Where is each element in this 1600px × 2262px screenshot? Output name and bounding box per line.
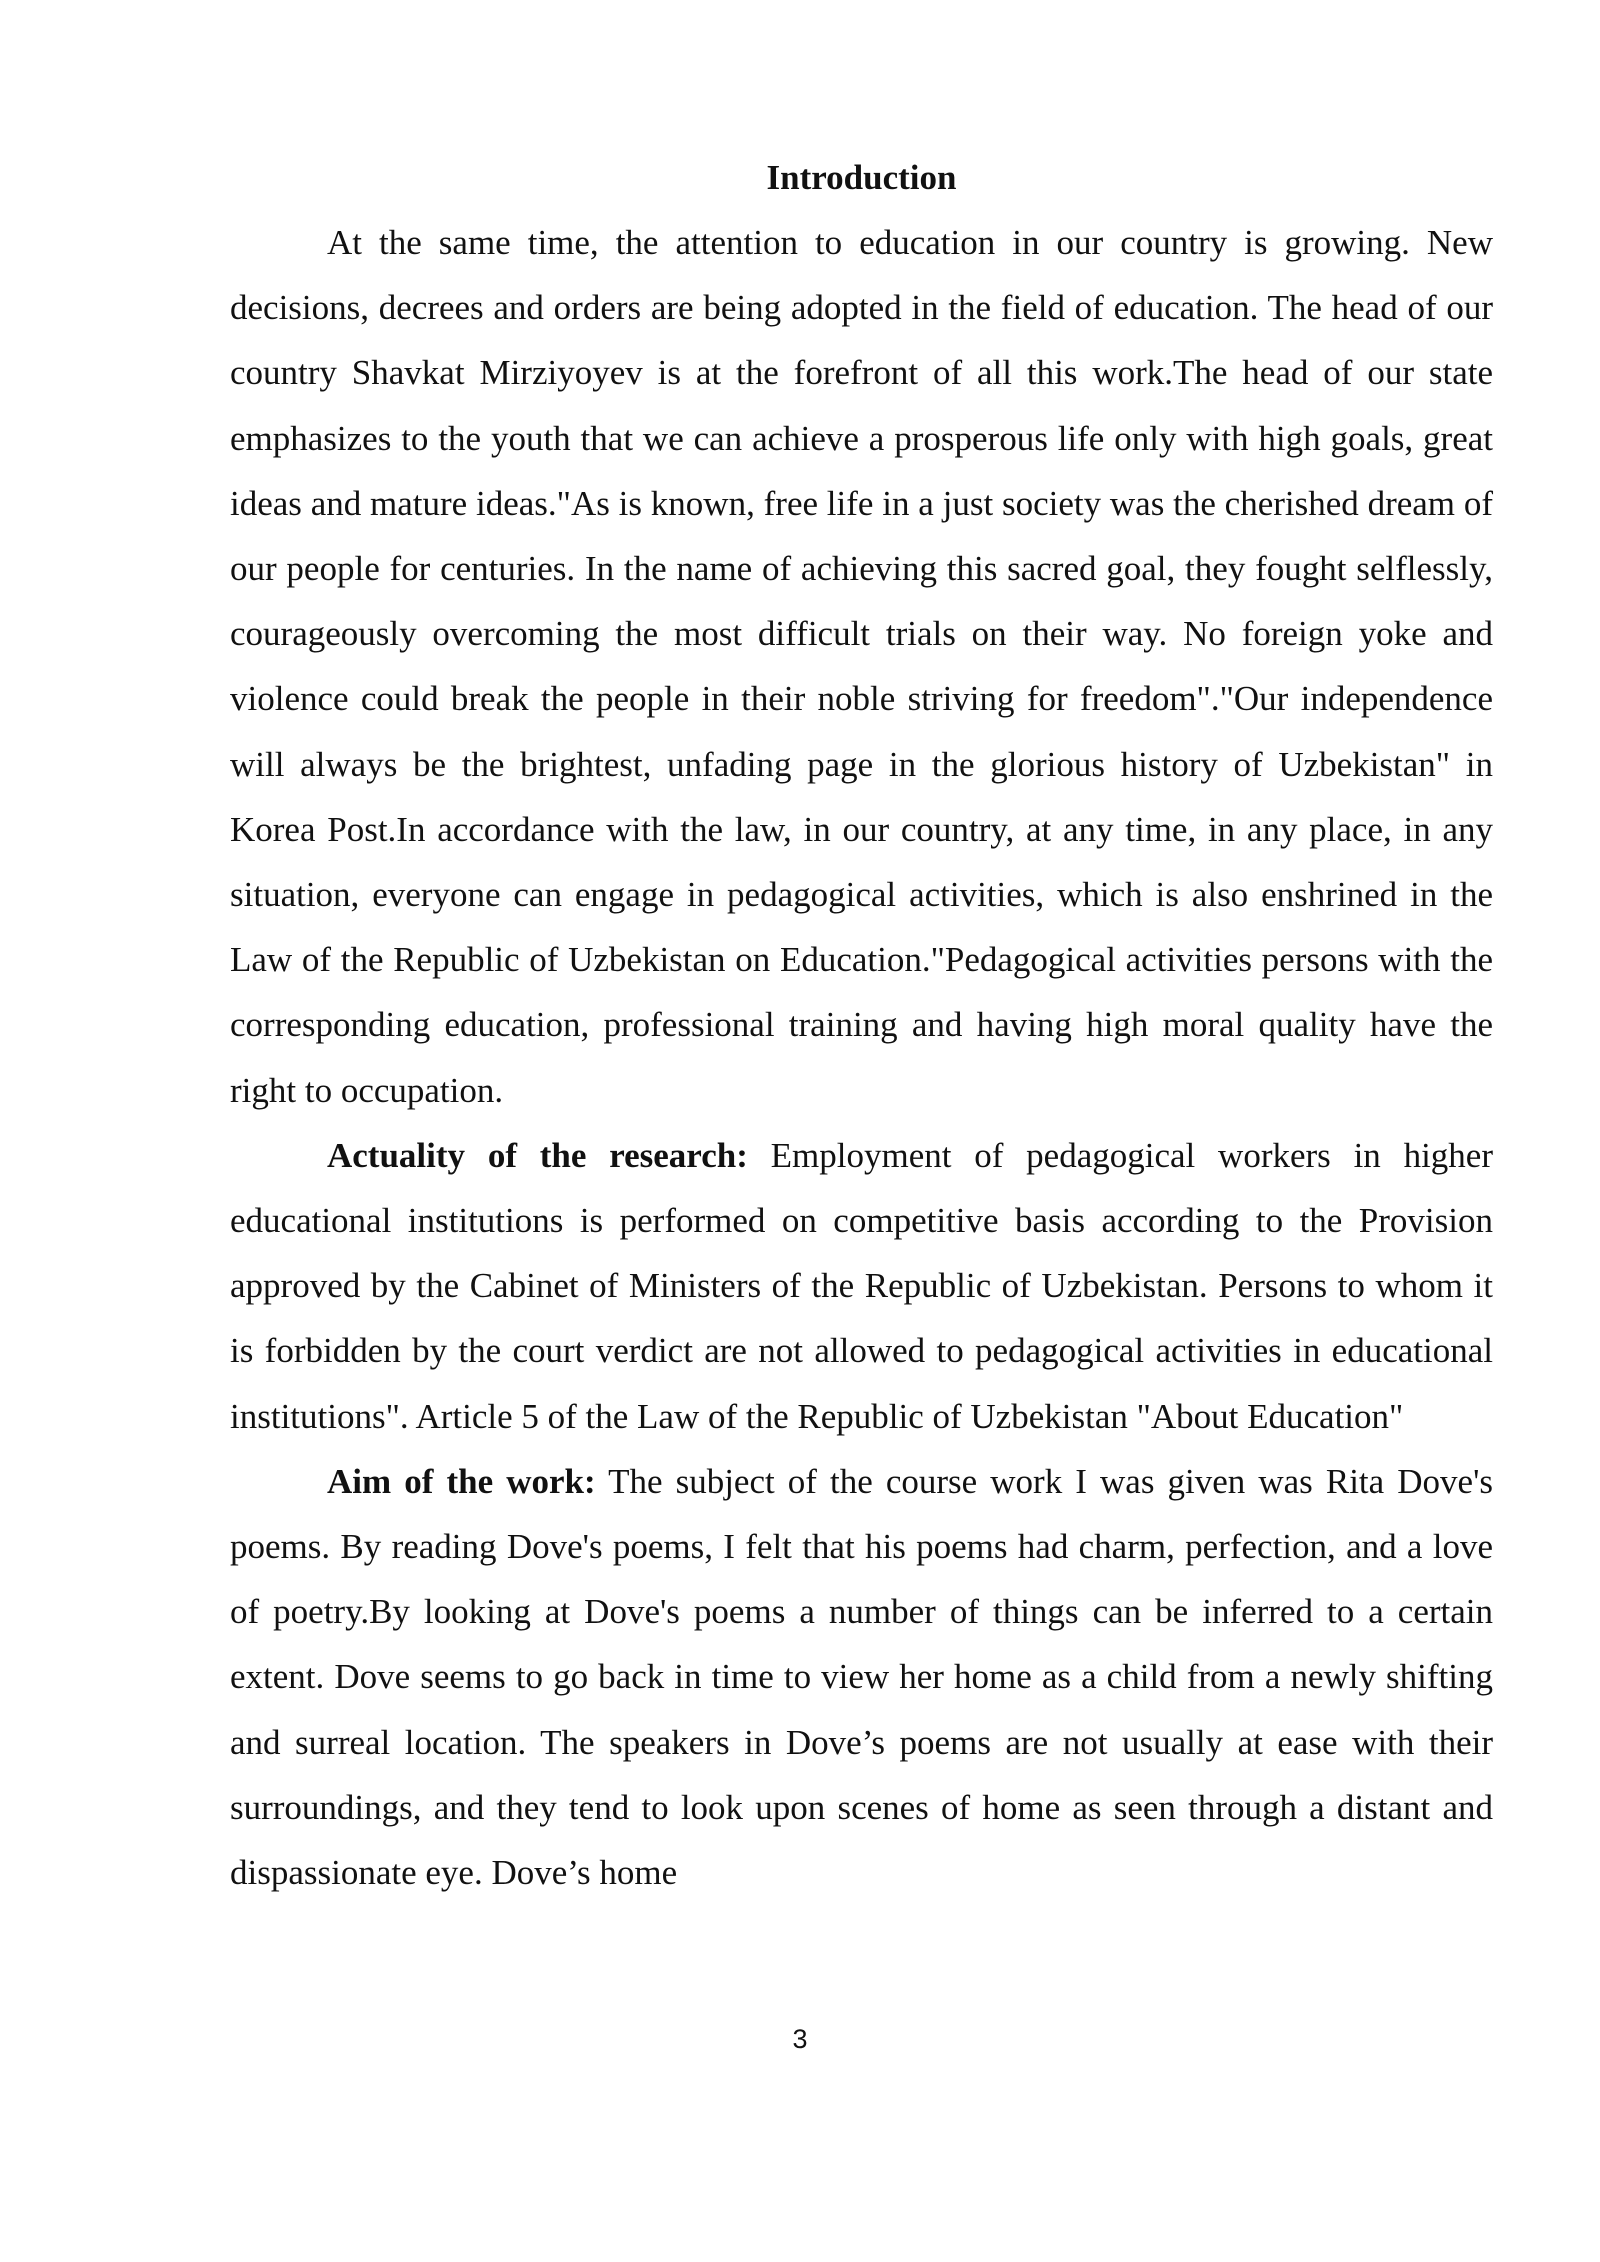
- page-content: [230, 145, 1493, 1905]
- paragraph-lead: Actuality of the research:: [327, 1135, 748, 1175]
- page-number: 3: [792, 2024, 808, 2054]
- paragraph-aim: [230, 1449, 1493, 1905]
- paragraph-introduction: [230, 210, 1493, 1123]
- section-title: Introduction: [766, 158, 957, 197]
- paragraph-actuality: [230, 1123, 1493, 1449]
- paragraph-text: At the same time, the attention to education in our country is growing. New decisions, decrees and orders are being adopted in the field of education. The head of our country Shavkat Mirziyoyev is at the forefront of all this work.The head of our state emphasizes to the youth that we can achieve a prosperous life only with high goals, great ideas and mature ideas."As is known, free life in a just society was the cherished dream of our people for centuries. In the name of achieving this sacred goal, they fought selflessly, courageously overcoming the most difficult trials on their way. No foreign yoke and violence could break the people in their noble striving for freedom"."Our independence will always be the brightest, unfading page in the glorious history of Uzbekistan" in Korea Post.In accordance with the law, in our country, at any time, in any place, in any situation, everyone can engage in pedagogical activities, which is also enshrined in the Law of the Republic of Uzbekistan on Education."Pedagogical activities persons with the corresponding education, professional training and having high moral quality have the right to occupation.: [230, 223, 1493, 1110]
- paragraph-text: The subject of the course work I was given was Rita Dove's poems. By reading Dove's poems, I felt that his poems had charm, perfection, and a love of poetry.By looking at Dove's poems a number of things can be inferred to a certain extent. Dove seems to go back in time to view her home as a child from a newly shifting and surreal location. The speakers in Dove’s poems are not usually at ease with their surroundings, and they tend to look upon scenes of home as seen through a distant and dispassionate eye. Dove’s home: [230, 1461, 1494, 1893]
- paragraph-text: Employment of pedagogical workers in higher educational institutions is performed on competitive basis according to the Provision approved by the Cabinet of Ministers of the Republic of Uzbekistan. Persons to whom it is forbidden by the court verdict are not allowed to pedagogical activities in educational institutions". Article 5 of the Law of the Republic of Uzbekistan "About Education": [230, 1135, 1494, 1436]
- paragraph-lead: Aim of the work:: [327, 1461, 596, 1501]
